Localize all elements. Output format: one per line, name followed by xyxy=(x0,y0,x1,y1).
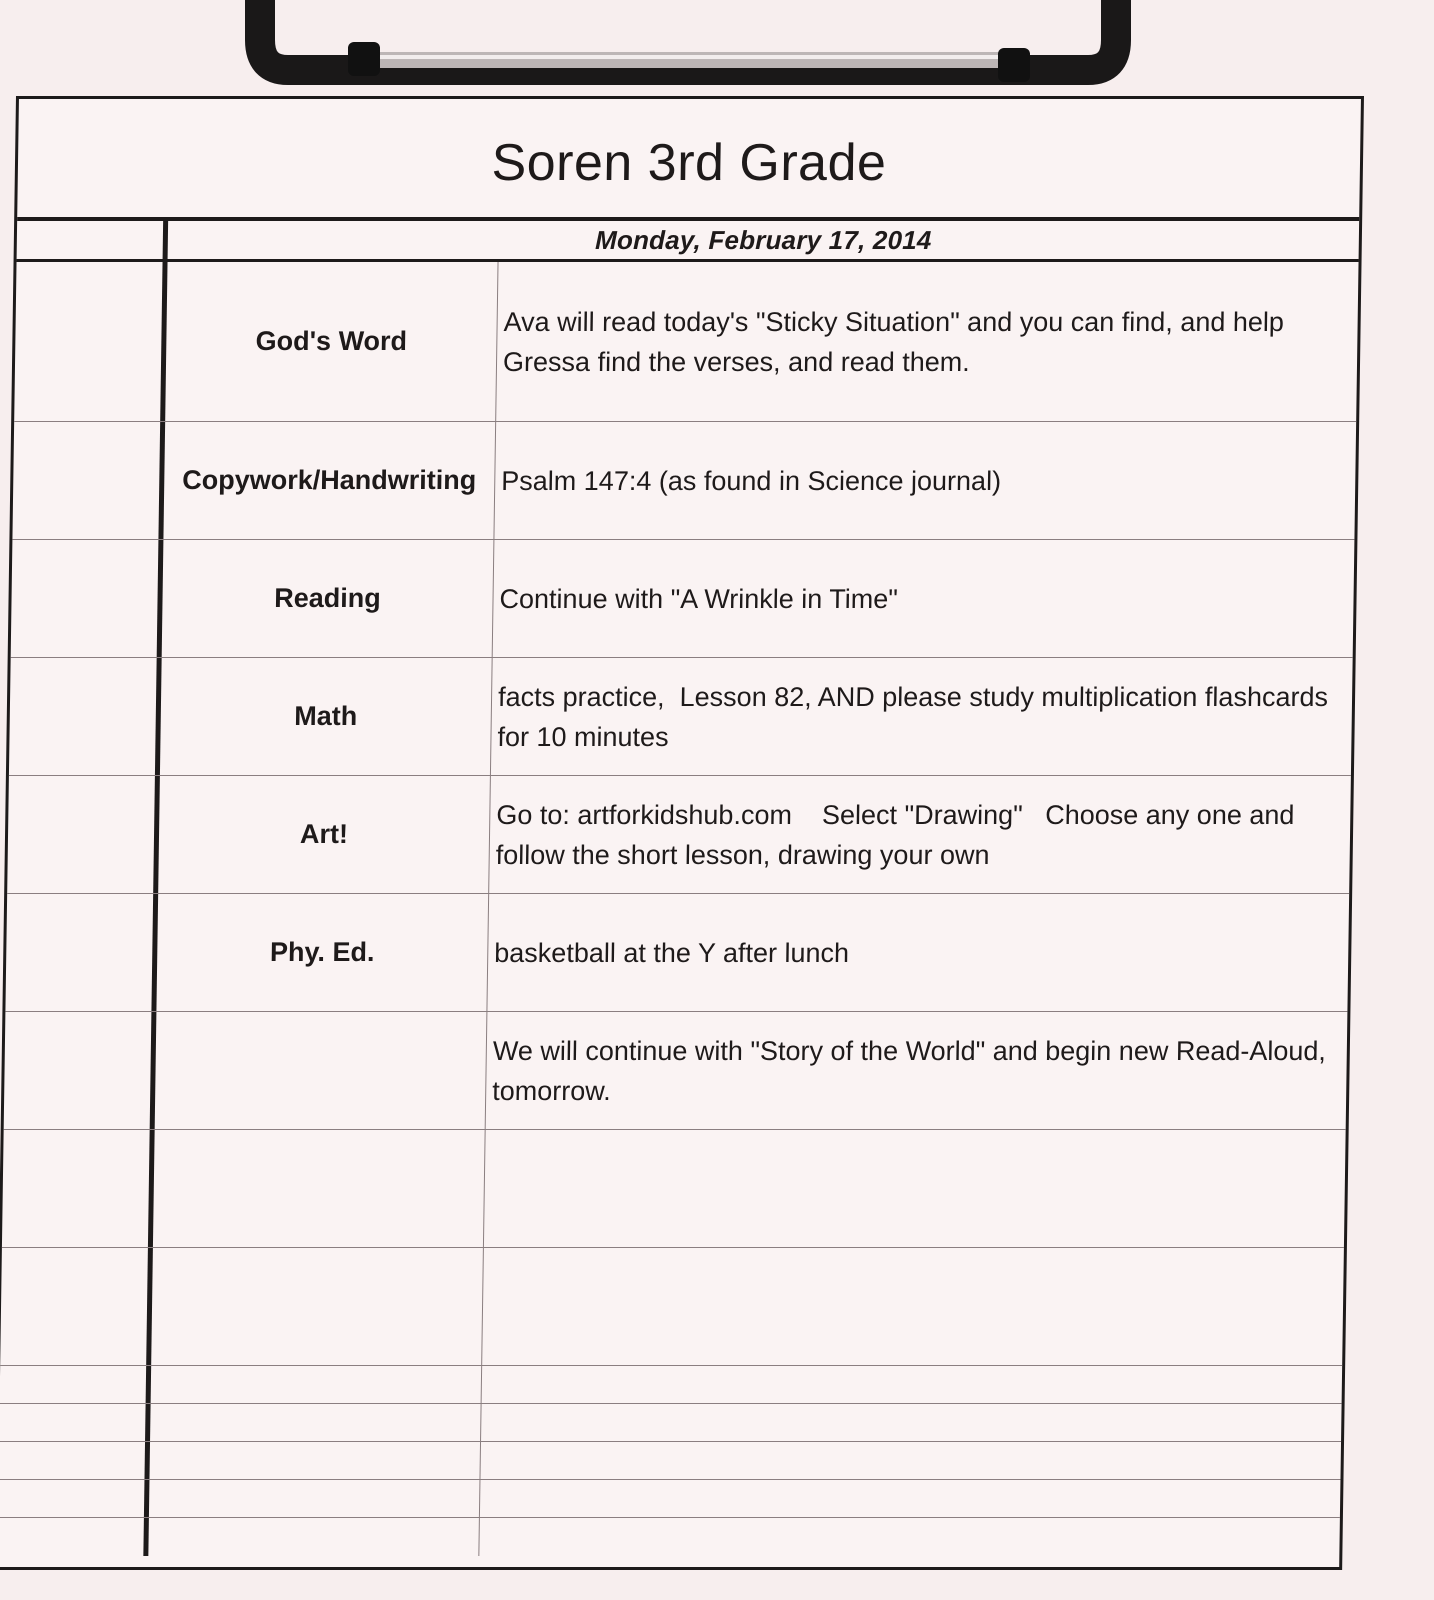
task-cell: basketball at the Y after lunch xyxy=(494,937,850,968)
table-row xyxy=(9,658,1353,776)
lesson-plan-sheet xyxy=(0,96,1364,1570)
subject-cell: Copywork/Handwriting xyxy=(163,422,496,539)
task-cell: Continue with "A Wrinkle in Time" xyxy=(499,583,899,614)
table-row xyxy=(12,422,1356,540)
date-heading: Monday, February 17, 2014 xyxy=(594,225,932,255)
date-row-spacer xyxy=(17,221,169,259)
task-cell: Go to: artforkidshub.com Select "Drawing" Choose any one and follow the short lesson, drawing your own xyxy=(495,799,1303,870)
task-cell: Ava will read today's "Sticky Situation" and you can find, and help Gressa find the verses, and read them. xyxy=(502,306,1292,377)
schedule-table xyxy=(0,262,1359,1556)
date-row xyxy=(17,221,1360,262)
task-cell: We will continue with "Story of the World" and begin new Read-Aloud, tomorrow. xyxy=(492,1035,1334,1106)
table-row xyxy=(4,1012,1348,1130)
empty-row xyxy=(0,1480,1340,1518)
blank-cell xyxy=(7,776,160,893)
table-row xyxy=(5,894,1349,1012)
empty-row xyxy=(0,1248,1344,1366)
subject-cell: Math xyxy=(160,658,493,775)
empty-row xyxy=(0,1366,1342,1404)
subject-cell: Phy. Ed. xyxy=(156,894,489,1011)
task-cell: Psalm 147:4 (as found in Science journal) xyxy=(501,465,1002,496)
title-row xyxy=(17,99,1361,221)
empty-row xyxy=(0,1442,1341,1480)
blank-cell xyxy=(4,1012,157,1129)
empty-row xyxy=(0,1518,1340,1556)
blank-cell xyxy=(9,658,162,775)
blank-cell xyxy=(12,422,165,539)
subject-cell: God's Word xyxy=(165,262,498,421)
subject-cell: Art! xyxy=(158,776,491,893)
clipboard-clip-icon xyxy=(238,0,1138,105)
empty-row xyxy=(2,1130,1346,1248)
table-row xyxy=(7,776,1351,894)
subject-cell: Reading xyxy=(162,540,495,657)
blank-cell xyxy=(11,540,164,657)
subject-cell xyxy=(155,1012,488,1129)
table-row xyxy=(14,262,1358,422)
page-title: Soren 3rd Grade xyxy=(491,134,887,192)
task-cell: facts practice, Lesson 82, AND please study multiplication flashcards for 10 minutes xyxy=(497,681,1336,752)
empty-row xyxy=(0,1404,1342,1442)
table-row xyxy=(11,540,1355,658)
blank-cell xyxy=(14,262,167,421)
blank-cell xyxy=(5,894,158,1011)
